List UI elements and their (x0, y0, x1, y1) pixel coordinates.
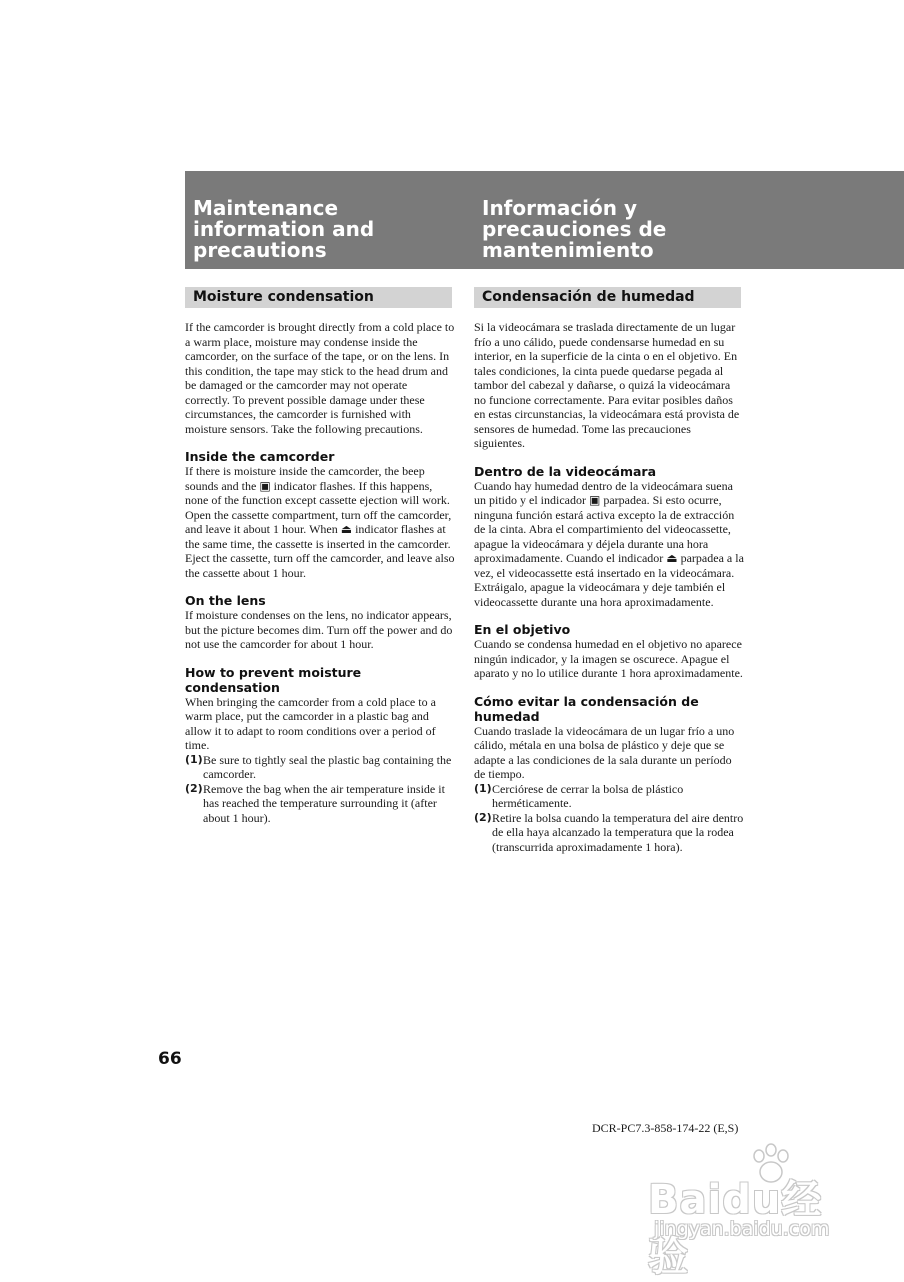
watermark-url: jingyan.baidu.com (654, 1218, 830, 1240)
section-header-es (474, 287, 741, 308)
section-header-en (185, 287, 452, 308)
spanish-column (474, 287, 744, 854)
lens-heading-en: On the lens (185, 593, 266, 608)
document-code: DCR-PC7.3-858-174-22 (E,S) (592, 1121, 739, 1135)
baidu-watermark (640, 1140, 860, 1280)
step-number: (2) (474, 810, 492, 824)
step-number: (1) (474, 781, 492, 795)
header-band (185, 171, 904, 269)
intro-text-en: If the camcorder is brought directly from a cold place to a warm place, moisture may condense inside the camcorder, on the surface of the tape, or on the lens. In this condition, the tape may stick to the head drum and be damaged or the camcorder may not operate correctly. To prevent possible damage under these circumstances, the camcorder is furnished with moisture sensors. Take the following precautions. (185, 320, 455, 436)
lens-text-en: If moisture condenses on the lens, no indicator appears, but the picture becomes dim. Turn off the power and do not use the camcorder for about 1 hour. (185, 608, 453, 651)
page-number: 66 (158, 1049, 182, 1069)
english-column (185, 287, 455, 825)
list-item (185, 753, 455, 782)
step-number: (2) (185, 781, 203, 795)
page-title-en: Maintenance information and precautions (193, 196, 375, 262)
inside-heading-en: Inside the camcorder (185, 449, 335, 464)
step-number: (1) (185, 752, 203, 766)
list-item (474, 782, 744, 811)
inside-heading-es: Dentro de la videocámara (474, 463, 657, 479)
lens-text-es: Cuando se condensa humedad en el objetivo no aparece ningún indicador, y la imagen se oscurece. Apague el aparato y no lo utilice durante 1 hora aproximadamente. (474, 637, 743, 680)
list-item (474, 811, 744, 855)
list-item (185, 782, 455, 826)
lens-heading-es: En el objetivo (474, 622, 571, 637)
step-text: Cerciórese de cerrar la bolsa de plástico herméticamente. (492, 781, 684, 810)
inside-text-en: If there is moisture inside the camcorder, the beep sounds and the ▣ indicator flashes. If this happens, none of the function except cassette ejection will work. Open the cassette compartment, turn off the camcorder, and leave it about 1 hour. When ⏏ indicator flashes at the same time, the cassette is inserted in the camcorder. Eject the cassette, turn off the camcorder, and leave also the cassette about 1 hour. (185, 464, 455, 580)
prevent-text-es: Cuando traslade la videocámara de un lugar frío a uno cálido, métala en una bolsa de plástico y deje que se adapte a las condiciones de la sala durante un período de tiempo. (474, 723, 735, 781)
prevent-heading-en: How to prevent moisture condensation (185, 664, 362, 695)
step-text: Be sure to tightly seal the plastic bag containing the camcorder. (203, 752, 452, 781)
intro-text-es: Si la videocámara se traslada directamente de un lugar frío a uno cálido, puede condensarse humedad en su interior, en la superficie de la cinta o en el objetivo. En tales condiciones, la cinta puede quedarse pegada al tambor del cabezal y dañarse, o quizá la videocámara no funcione correctamente. Para evitar posibles daños en estas circunstancias, la videocámara está provista de sensores de humedad. Tome las precauciones siguientes. (474, 320, 740, 450)
watermark-logo-text: Baidu经验 (648, 1177, 823, 1280)
section-title-en: Moisture condensation (193, 289, 374, 305)
step-text: Remove the bag when the air temperature inside it has reached the temperature surrounding it (after about 1 hour). (203, 781, 445, 825)
page-title-es: Información y precauciones de mantenimiento (482, 196, 667, 262)
prevent-text-en: When bringing the camcorder from a cold place to a warm place, put the camcorder in a plastic bag and allow it to adapt to room conditions over a period of time. (185, 694, 436, 752)
prevent-heading-es: Cómo evitar la condensación de humedad (474, 693, 699, 724)
inside-text-es: Cuando hay humedad dentro de la videocámara suena un pitido y el indicador ▣ parpadea. Si esto ocurre, ninguna función estará activa excepto la de extracción de la cinta. Abra el compartimiento del videocassette, apague la videocámara y déjela durante una hora aproximadamente. Cuando el indicador ⏏ parpadea a la vez, el videocassette está insertado en la videocámara. Extráigalo, apague la videocámara y deje también el videocassette durante una hora aproximadamente. (474, 478, 744, 609)
step-text: Retire la bolsa cuando la temperatura del aire dentro de ella haya alcanzado la temperatura que la rodea (transcurrida aproximadamente 1 hora). (492, 810, 744, 854)
section-title-es: Condensación de humedad (482, 289, 695, 305)
